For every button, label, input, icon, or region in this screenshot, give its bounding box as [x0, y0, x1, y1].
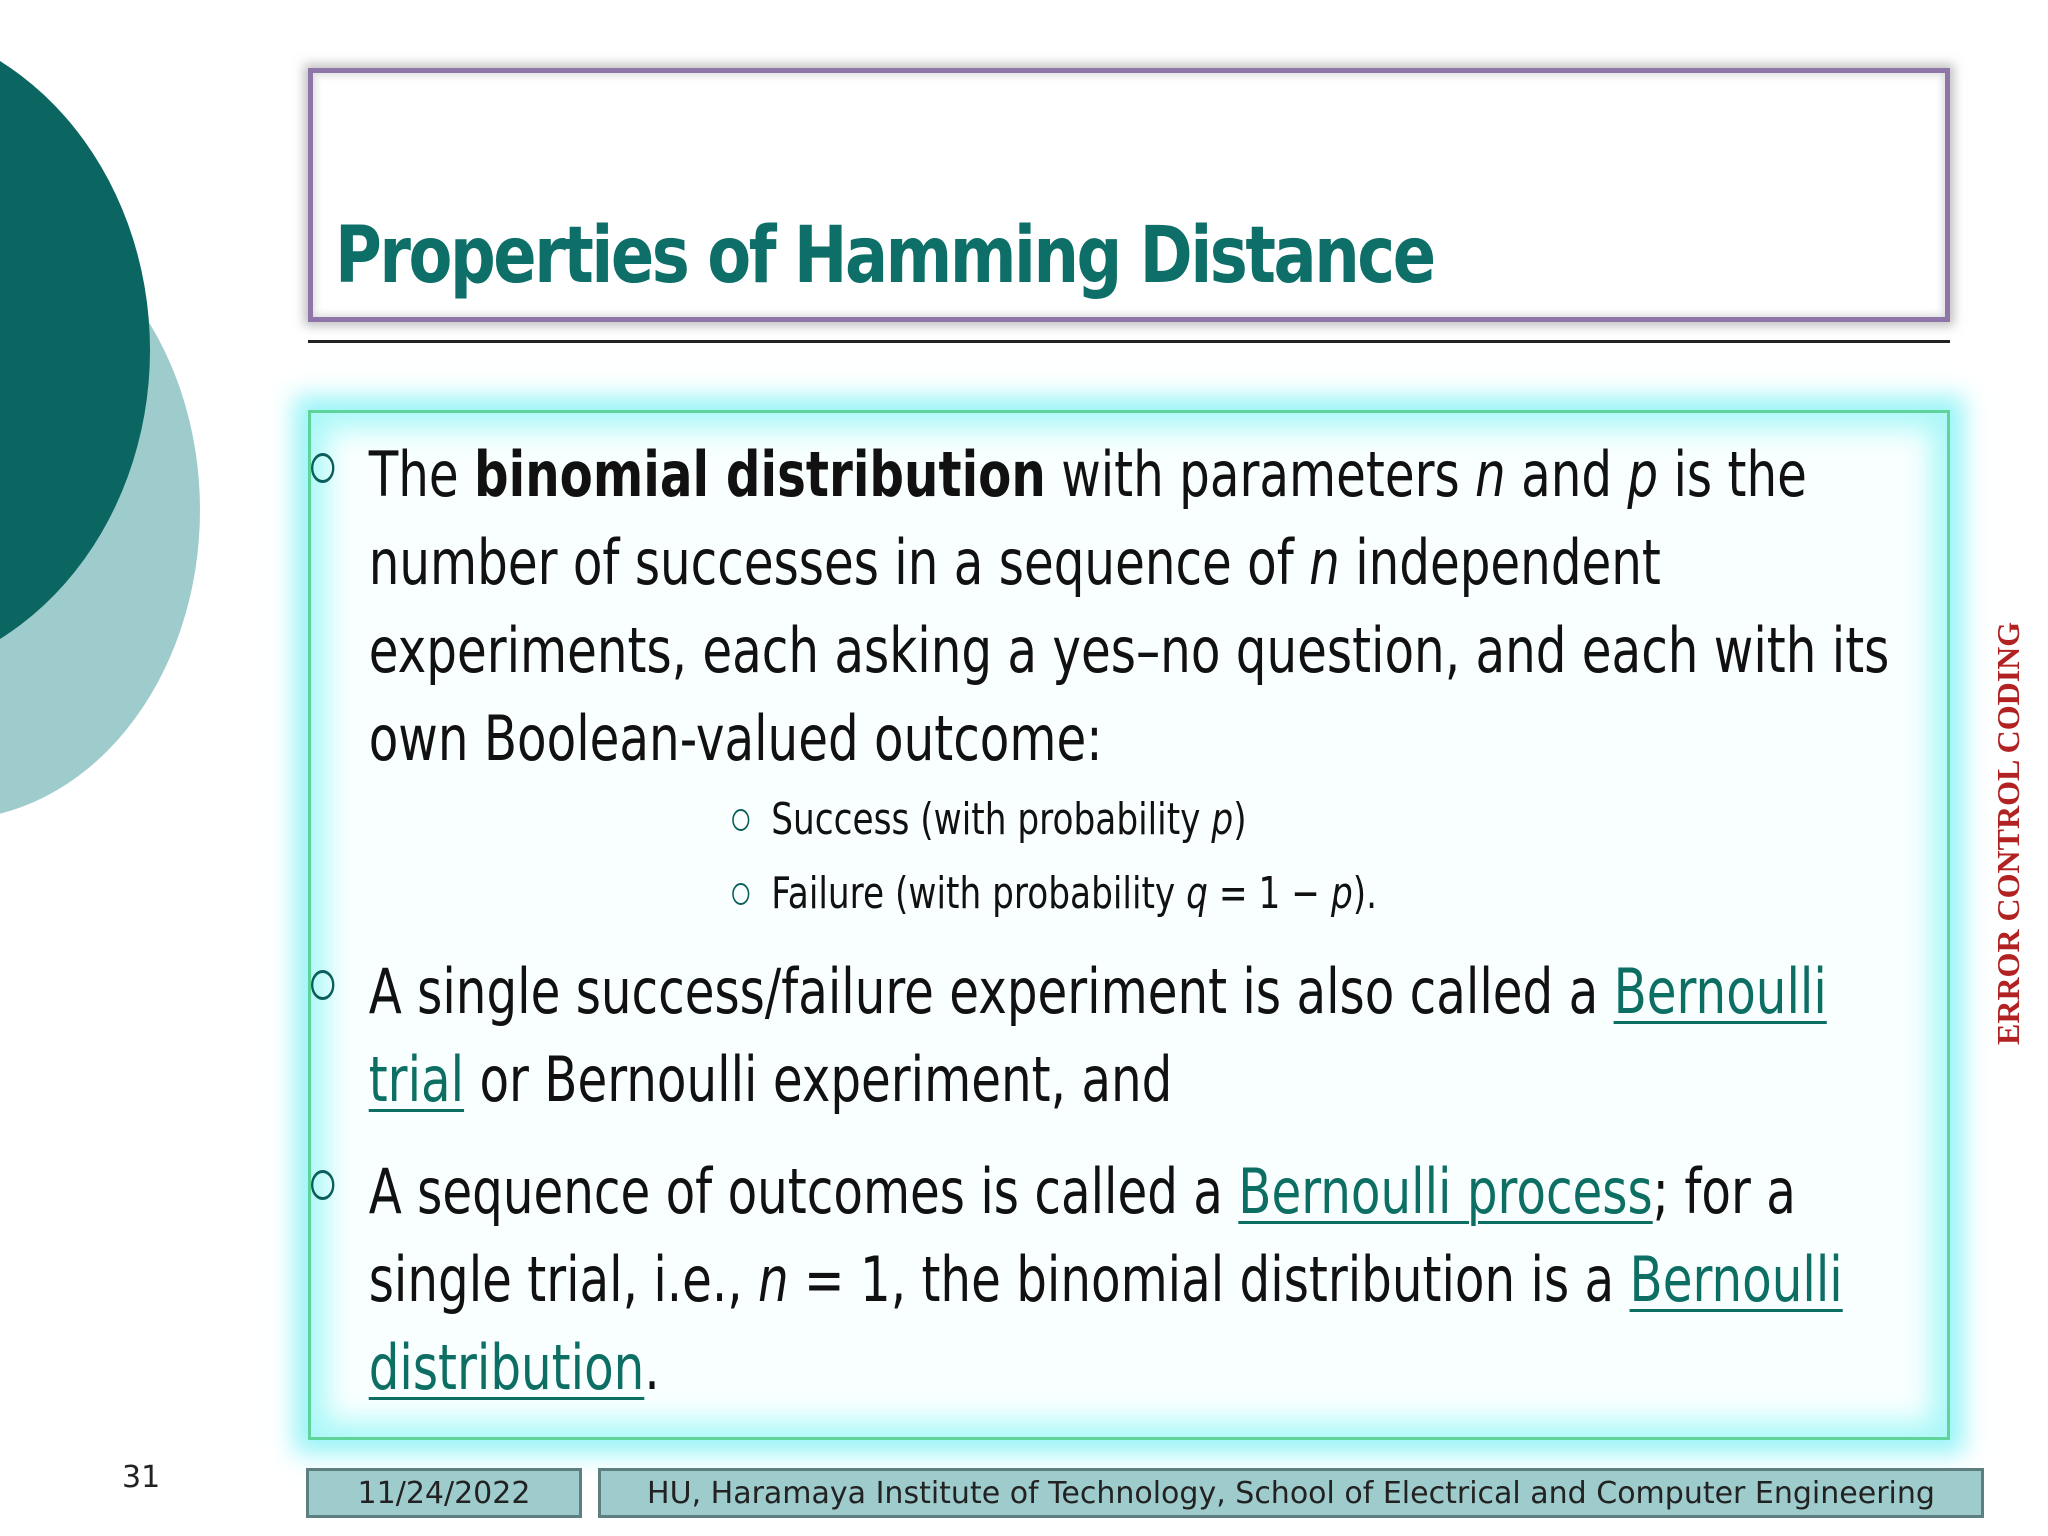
bullet-text [369, 431, 1890, 783]
math-variable: n [1475, 438, 1506, 511]
footer-date: 11/24/2022 [306, 1468, 582, 1518]
hyperlink[interactable]: trial [368, 1043, 465, 1116]
hollow-circle-bullet-icon [311, 1170, 334, 1200]
bullet-text [369, 1148, 1843, 1412]
bold-term: binomial distribution [474, 438, 1046, 511]
sub-bullet-text: Failure (with probability q = 1 − p). [771, 868, 1378, 919]
text-line: experiments, each asking a yes–no question, and each with its [368, 614, 1890, 687]
math-variable: p [1211, 794, 1234, 845]
footer-institution: HU, Haramaya Institute of Technology, School of Electrical and Computer Engineering [598, 1468, 1984, 1518]
math-variable: p [1627, 438, 1659, 511]
page-number: 31 [122, 1460, 161, 1495]
math-variable: n [1309, 526, 1340, 599]
hollow-circle-bullet-icon [311, 970, 334, 1000]
hyperlink[interactable]: Bernoulli process [1238, 1155, 1653, 1228]
hollow-circle-bullet-icon [311, 453, 334, 483]
hollow-circle-bullet-icon [732, 809, 749, 831]
side-label: ERROR CONTROL CODING [1990, 621, 2026, 1045]
text-line: number of successes in a sequence of n independent [368, 526, 1661, 599]
math-variable: n [758, 1243, 789, 1316]
text-line: A sequence of outcomes is called a Bernoulli process; for a [368, 1155, 1796, 1228]
hyperlink[interactable]: distribution [368, 1331, 645, 1404]
sub-bullet-text: Success (with probability p) [771, 794, 1247, 845]
content-box [308, 410, 1950, 1440]
title-box [308, 68, 1950, 322]
slide-title: Properties of Hamming Distance [335, 211, 1434, 301]
math-variable: q [1186, 868, 1208, 919]
hollow-circle-bullet-icon [732, 883, 749, 905]
title-divider [308, 340, 1950, 343]
text-line: distribution. [368, 1331, 660, 1404]
text-line: own Boolean-valued outcome: [368, 702, 1103, 775]
text-line: trial or Bernoulli experiment, and [368, 1043, 1173, 1116]
text-line: A single success/failure experiment is also called a Bernoulli [368, 955, 1827, 1028]
bullet-text [369, 948, 1827, 1124]
math-variable: p [1330, 868, 1353, 919]
text-line: single trial, i.e., n = 1, the binomial distribution is a Bernoulli [368, 1243, 1843, 1316]
hyperlink[interactable]: Bernoulli [1613, 955, 1827, 1028]
hyperlink[interactable]: Bernoulli [1629, 1243, 1843, 1316]
text-line: The binomial distribution with parameters n and p is the [368, 438, 1807, 511]
